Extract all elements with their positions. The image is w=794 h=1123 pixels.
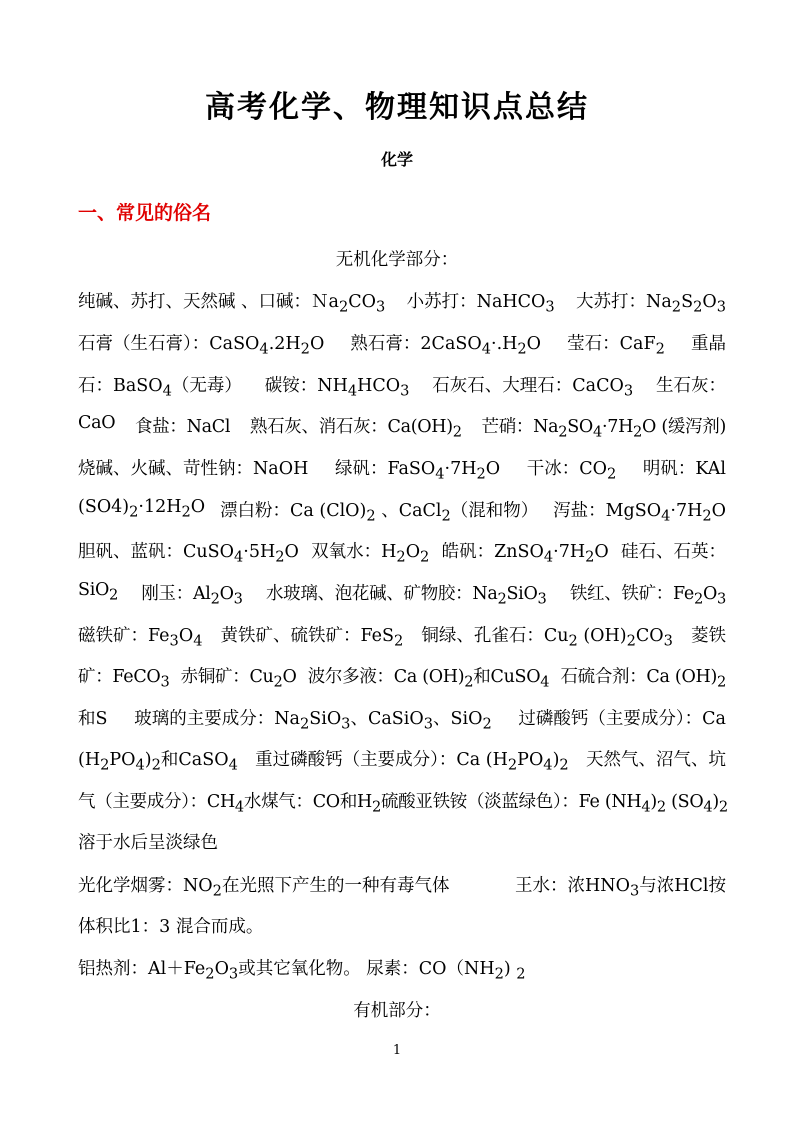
- text-segment: 大苏打：$Na_2S_2O_3$: [576, 292, 726, 316]
- text-segment: 泻盐：$MgSO_4\cdot 7H_2O$: [553, 501, 726, 525]
- text-segment: 刚玉：$Al_2O_3$: [141, 584, 243, 608]
- text-segment: 王水：浓$HNO_3$与浓HCl按: [515, 876, 726, 900]
- text-segment: 体积比1：3 混合而成。: [78, 917, 264, 937]
- text-segment: 皓矾：$ZnSO_4\cdot 7H_2O$: [441, 542, 609, 566]
- text-line: [78, 872, 726, 900]
- text-line: [78, 372, 726, 400]
- text-line: [78, 622, 726, 650]
- subject-heading: 化学: [380, 150, 413, 169]
- text-segment: 矿：FeCO$_3$: [78, 667, 170, 691]
- text-line: [78, 497, 726, 525]
- page-title: 高考化学、物理知识点总结: [205, 90, 589, 125]
- text-line: [78, 829, 726, 854]
- text-segment: 小苏打：NaHCO$_3$: [406, 292, 555, 316]
- text-segment: 漂白粉：Ca $(ClO)_2$ 、CaCl$_2$（混和物）: [219, 501, 539, 525]
- text-segment: 玻璃的主要成分：$Na_2SiO_3$、CaSiO$_3$、SiO$_2$: [134, 709, 492, 733]
- text-line: [78, 580, 726, 608]
- section-heading: 一、常见的俗名: [78, 202, 212, 224]
- text-segment: 波尔多液：Ca $(OH)_2$和CuSO$_4$: [307, 667, 550, 691]
- text-line: [78, 288, 726, 316]
- text-segment: 光化学烟雾：$NO_2$在光照下产生的一种有毒气体: [78, 876, 450, 900]
- page-number: 1: [392, 1043, 402, 1058]
- text-segment: 铜绿、孔雀石：$Cu_2$ $(OH)_2CO_3$: [421, 626, 673, 650]
- text-segment: 水玻璃、泡花碱、矿物胶：$Na_2SiO_3$: [265, 584, 547, 608]
- text-segment: 食盐：NaCl: [135, 417, 231, 437]
- text-line: [78, 788, 726, 816]
- text-segment: 石硫合剂：Ca $(OH)_2$: [560, 667, 726, 691]
- text-segment: 和S: [78, 709, 108, 729]
- organic-subheading: 有机部分：: [353, 1001, 441, 1021]
- text-segment: 铝热剂：$Al+Fe_2O_3$或其它氧化物。 尿素：$CO(NH_2)$ $_2$: [78, 959, 526, 983]
- text-segment: SiO$_2$: [78, 580, 119, 604]
- text-segment: 莹石：CaF$_2$: [567, 334, 665, 358]
- text-segment: 硅石、石英：: [620, 542, 726, 562]
- text-line: [78, 538, 726, 566]
- text-segment: 烧碱、火碱、苛性钠：NaOH: [78, 459, 309, 479]
- text-segment: 菱铁: [690, 626, 726, 646]
- text-segment: 水煤气：CO和$H_2$: [243, 792, 381, 816]
- text-segment: 赤铜矿：$Cu_2O$: [180, 667, 297, 691]
- inorganic-subheading: 无机化学部分：: [335, 250, 459, 270]
- text-line: [78, 705, 726, 733]
- text-segment: 生石灰：: [655, 376, 726, 396]
- text-segment: 芒硝：$Na_2SO_4\cdot 7H_2O$ (缓泻剂): [481, 417, 726, 441]
- text-segment: CaO: [78, 413, 116, 433]
- text-segment: 熟石灰、消石灰：$Ca(OH)_2$: [249, 417, 462, 441]
- text-segment: 石灰石、大理石：CaCO$_3$: [432, 376, 634, 400]
- text-segment: $(H_2PO_4)_2$和CaSO$_4$: [78, 750, 238, 774]
- text-segment: 铁红、铁矿：$Fe_2O_3$: [569, 584, 726, 608]
- text-segment: 重晶: [691, 334, 726, 354]
- text-line: [78, 746, 726, 774]
- text-segment: 天然气、沼气、坑: [586, 750, 726, 770]
- text-line: [78, 330, 726, 358]
- text-segment: 溶于水后呈淡绿色: [78, 833, 218, 853]
- text-segment: 碳铵：$NH_4HCO_3$: [264, 376, 410, 400]
- text-segment: 黄铁矿、硫铁矿：FeS$_2$: [220, 626, 404, 650]
- text-segment: 胆矾、蓝矾：$CuSO_4\cdot 5H_2O$: [78, 542, 299, 566]
- text-line: [78, 663, 726, 691]
- text-segment: 气（主要成分）：$CH_4$: [78, 792, 244, 816]
- text-segment: 纯碱、苏打、天然碱 、口碱：$Na_2CO_3$: [78, 292, 386, 316]
- text-segment: 干冰：$CO_2$: [526, 459, 617, 483]
- text-segment: 石：BaSO$_4$（无毒）: [78, 376, 242, 400]
- text-line: [78, 955, 726, 983]
- text-segment: $(SO4)_2\cdot 12H_2O$: [78, 497, 206, 521]
- text-segment: 双氧水：$H_2O_2$: [311, 542, 430, 566]
- text-segment: 熟石膏：$2CaSO_4\cdot.H_2O$: [350, 334, 542, 358]
- text-line: [78, 413, 726, 441]
- text-segment: 绿矾：$FaSO_4\cdot 7H_2O$: [334, 459, 501, 483]
- text-segment: 磁铁矿：$Fe_3O_4$: [78, 626, 203, 650]
- text-segment: 重过磷酸钙（主要成分）：Ca $(H_2PO_4)_2$: [255, 750, 569, 774]
- text-segment: 明矾：KAl: [642, 459, 726, 479]
- text-line: [78, 455, 726, 483]
- text-line: [78, 913, 726, 938]
- text-segment: 硫酸亚铁铵（淡蓝绿色）：Fe $(NH_4)_2$ $(SO_4)_2$: [380, 792, 728, 816]
- text-segment: 石膏（生石膏）：$CaSO_4.2H_2O$: [78, 334, 325, 358]
- text-segment: 过磷酸钙（主要成分）：Ca: [518, 709, 726, 729]
